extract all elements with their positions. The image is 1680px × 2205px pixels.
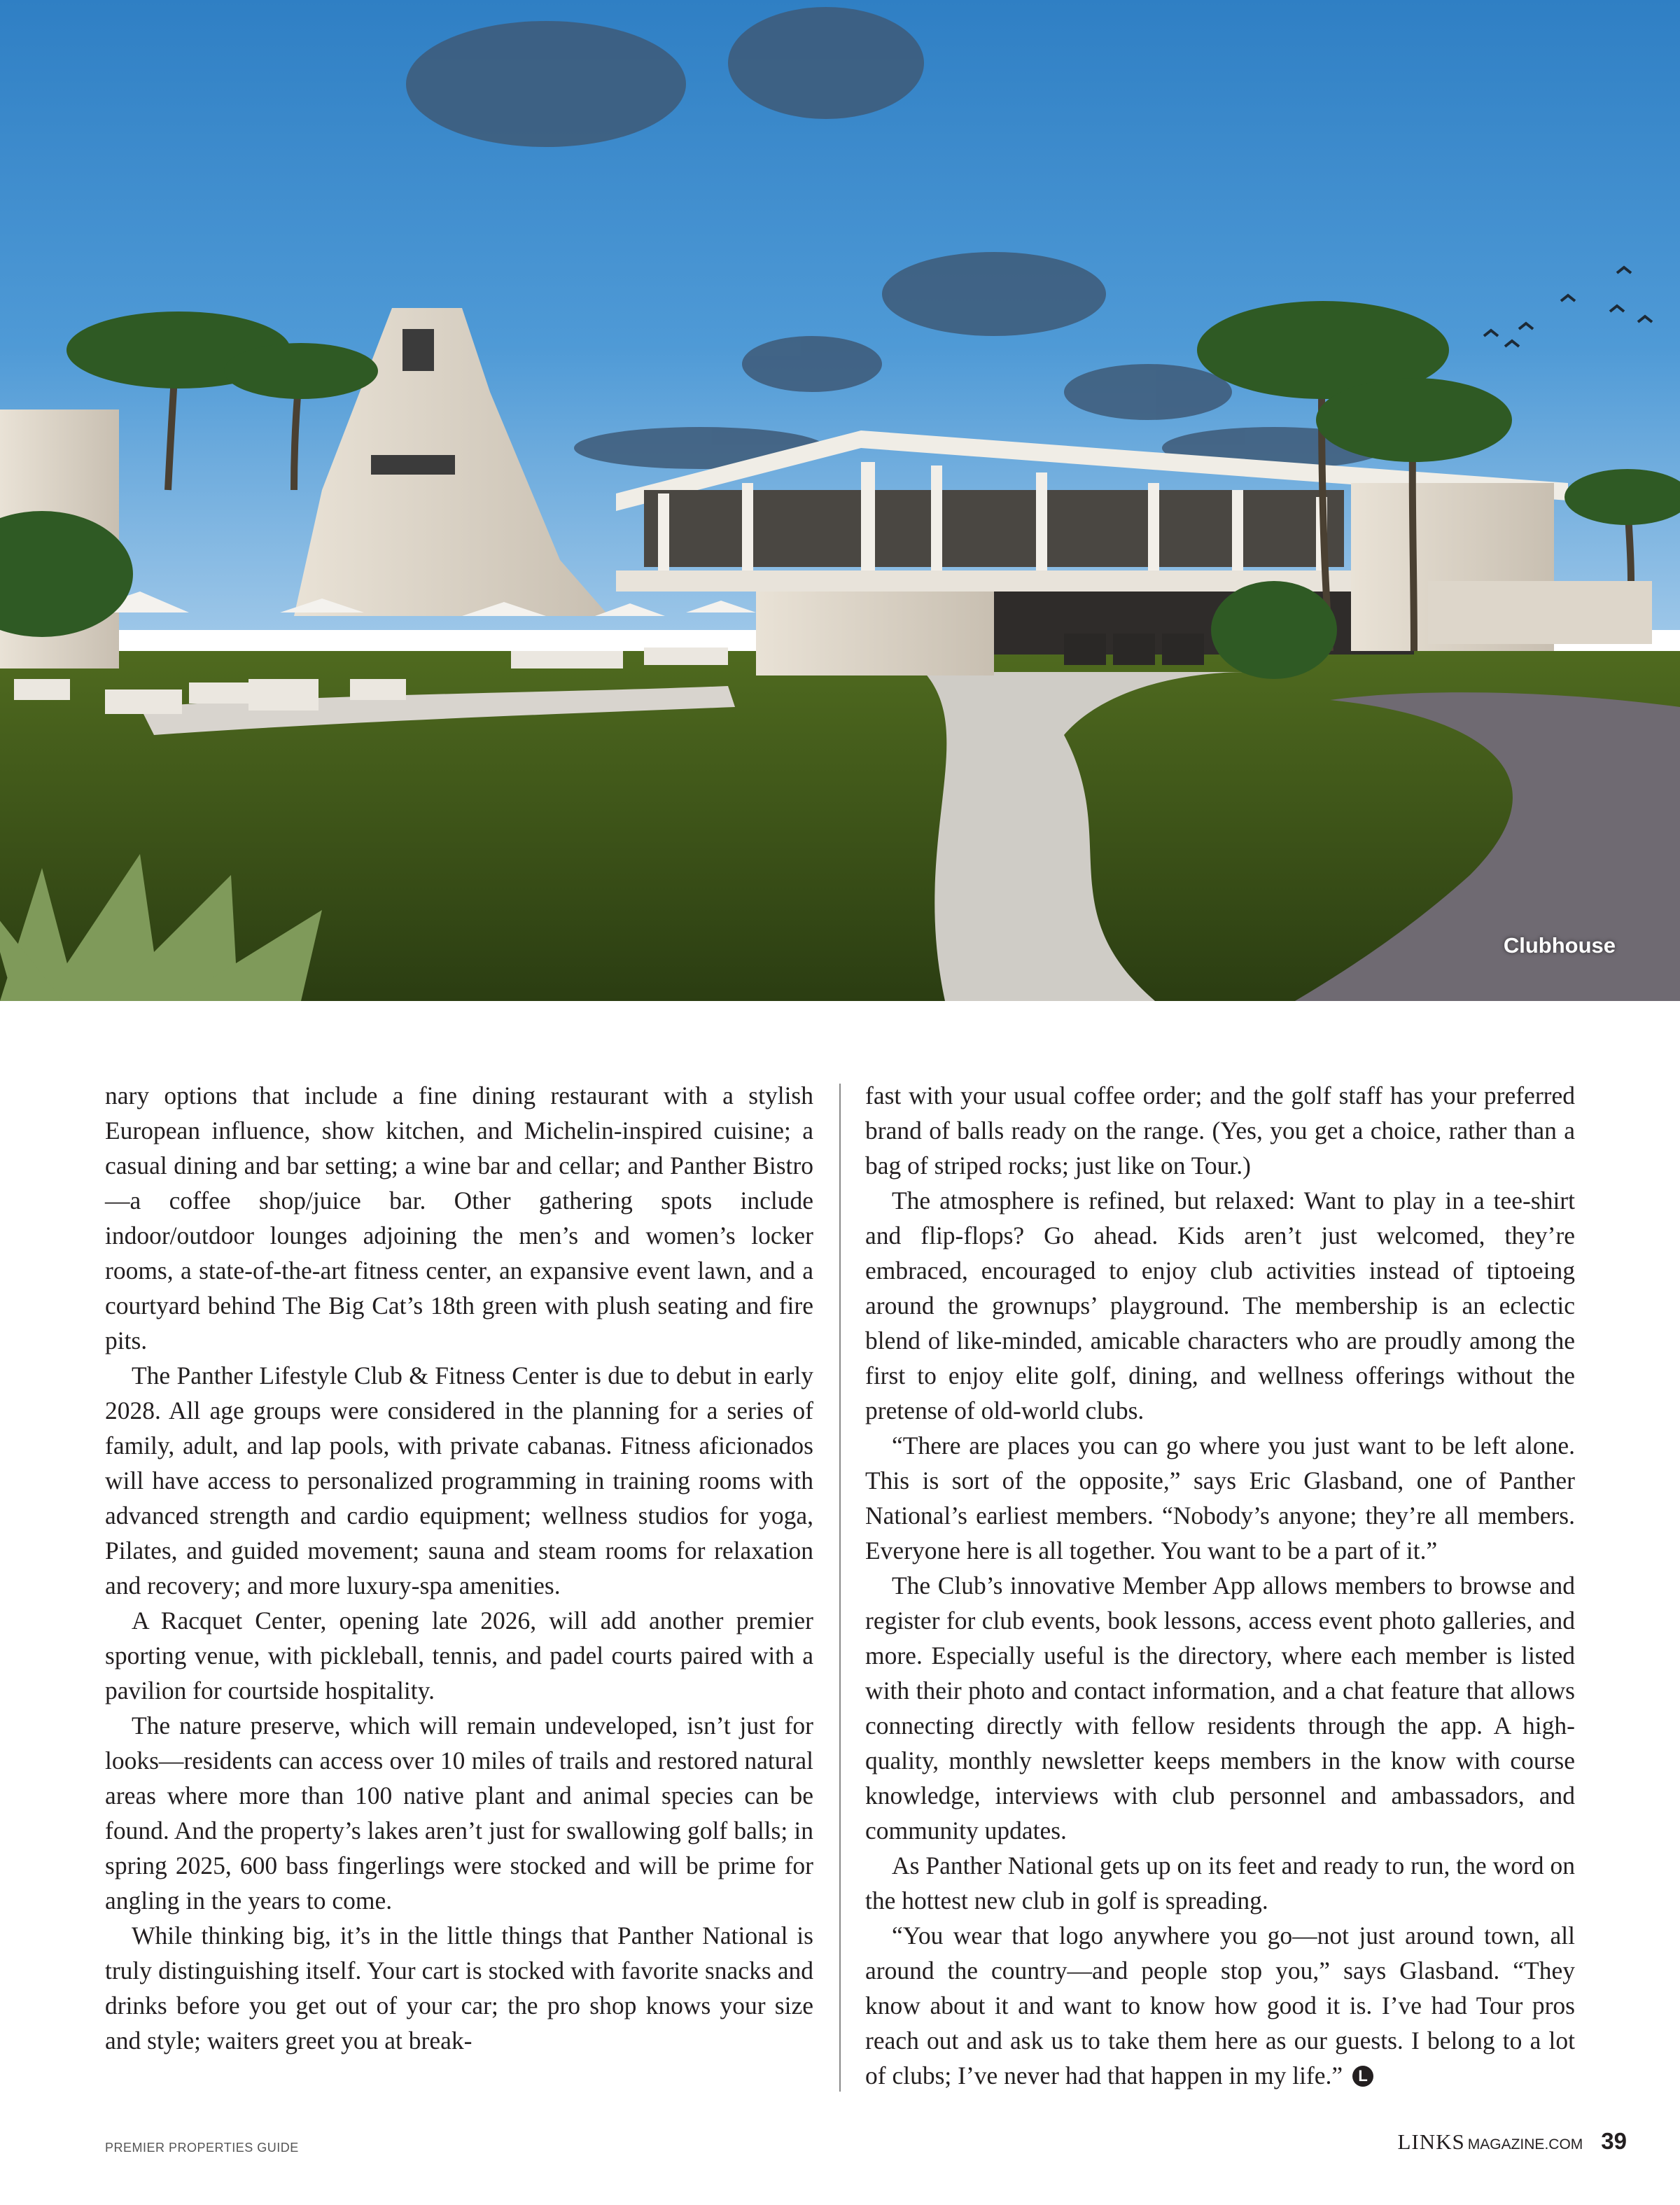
paragraph: “There are places you can go where you just want to be left alone. This is sort of the opposite,” says Eric Glasband, one of Panther National’s earliest members. “Nobody’s anyone; they’re all members. Everyone here is all together. You want to be a part of it.” <box>865 1432 1575 1564</box>
footer-brand <box>1397 2128 1627 2155</box>
paragraph: While thinking big, it’s in the little things that Panther National is truly distinguishing itself. Your cart is stocked with favorite snacks and drinks before you get out of your car; the pro shop knows your size and style; waiters greet you at break- <box>105 1921 813 2054</box>
clubhouse-illustration <box>0 0 1680 1001</box>
golf-carts <box>1064 634 1204 665</box>
end-mark-icon: L <box>1352 2066 1373 2087</box>
paragraph-last <box>865 1918 1575 2093</box>
clubhouse-terrace <box>616 570 1456 592</box>
paragraph: The atmosphere is refined, but relaxed: Want to play in a tee-shirt and flip-flops? Go ahead. Kids aren’t just welcomed, they’re embraced, encouraged to enjoy club activities instead of tiptoeing around the grownups’ playground. The membership is an eclectic blend of like-minded, amicable characters who are proudly among the first to enjoy elite golf, dining, and wellness offerings without the pretense of old-world clubs. <box>865 1186 1575 1424</box>
paragraph-text: “You wear that logo anywhere you go—not just around town, all around the country—and people stop you,” says Glasband. “They know about it and want to know how good it is. I’ve had Tour pros reach out and ask us to take them here as our guests. I belong to a lot of clubs; I’ve never had that happen in my life.” <box>865 1921 1575 2090</box>
column-divider <box>839 1084 841 2092</box>
hero-image <box>0 0 1680 1001</box>
paragraph: A Racquet Center, opening late 2026, will add another premier sporting venue, with pickleball, tennis, and padel courts paired with a pavilion for courtside hospitality. <box>105 1606 813 1704</box>
page-number: 39 <box>1601 2128 1627 2154</box>
paragraph: nary options that include a fine dining restaurant with a stylish European influence, show kitchen, and Michelin-inspired cuisine; a casual dining and bar setting; a wine bar and cellar; and Panther Bistro—a coffee shop/juice bar. Other gathering spots include indoor/outdoor lounges adjoining the men’s and women’s locker rooms, a state-of-the-art fitness center, an expansive event lawn, and a courtyard behind The Big Cat’s 18th green with plush seating and fire pits. <box>105 1082 813 1354</box>
paragraph: The Panther Lifestyle Club & Fitness Center is due to debut in early 2028. All age groups were considered in the planning for a series of family, adult, and lap pools, with private cabanas. Fitness aficionados will have access to personalized programming in training rooms with advanced strength and cardio equipment; wellness studios for yoga, Pilates, and guided movement; sauna and steam rooms for relaxation and recovery; and more luxury-spa amenities. <box>105 1362 813 1600</box>
article-column-right <box>865 1078 1575 2093</box>
clubhouse-base <box>756 592 994 676</box>
article-column-left <box>105 1078 813 2058</box>
footer-section-label: PREMIER PROPERTIES GUIDE <box>105 2141 299 2155</box>
image-caption: Clubhouse <box>1503 933 1616 958</box>
brand-suffix: MAGAZINE.COM <box>1467 2136 1583 2152</box>
paragraph: fast with your usual coffee order; and the golf staff has your preferred brand of balls ready on the range. (Yes, you get a choice, rather than a bag of striped rocks; just like on Tour.) <box>865 1082 1575 1180</box>
paragraph: As Panther National gets up on its feet and ready to run, the word on the hottest new club in golf is spreading. <box>865 1851 1575 1914</box>
paragraph: The nature preserve, which will remain undeveloped, isn’t just for looks—residents can access over 10 miles of trails and restored natural areas where more than 100 native plant and animal species can be found. And the property’s lakes aren’t just for swallowing golf balls; in spring 2025, 600 bass fingerlings were stocked and will be prime for angling in the years to come. <box>105 1712 813 1914</box>
brand-name: LINKS <box>1397 2129 1465 2154</box>
paragraph: The Club’s innovative Member App allows members to browse and register for club events, book lessons, access event photo galleries, and more. Especially useful is the directory, where each member is listed with their photo and contact information, and a chat feature that allows connecting directly with fellow residents through the app. A high-quality, monthly newsletter keeps members in the know with course knowledge, interviews with club personnel and ambassadors, and community updates. <box>865 1572 1575 1844</box>
